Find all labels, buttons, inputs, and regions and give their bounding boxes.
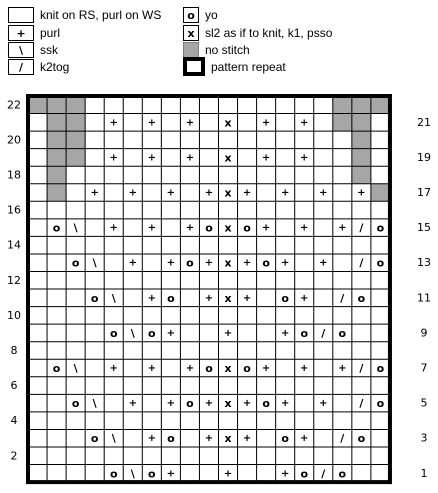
chart-cell-symbol: +: [185, 363, 195, 375]
legend-label-purl: purl: [40, 26, 61, 40]
chart-cell-symbol: \: [130, 467, 135, 481]
chart-cell-symbol: o: [148, 467, 156, 481]
chart-cell-symbol: o: [281, 291, 289, 305]
row-number-left: 8: [10, 343, 18, 357]
row-number-left: 6: [10, 379, 18, 393]
chart-cell-symbol: +: [128, 398, 137, 410]
no-stitch-cell: [371, 96, 390, 114]
row-number-right: 15: [417, 221, 431, 235]
chart-cell-symbol: +: [300, 117, 309, 129]
chart-cell-symbol: o: [167, 432, 175, 446]
chart-cell-symbol: +: [166, 327, 176, 339]
chart-cell-symbol: +: [147, 363, 157, 375]
chart-cell-symbol: \: [73, 221, 78, 235]
chart-cell-symbol: x: [224, 151, 232, 165]
no-stitch-cell: [333, 96, 352, 114]
chart-cell-symbol: +: [280, 257, 290, 269]
chart-cell-symbol: \: [73, 362, 78, 376]
chart-cell-symbol: +: [166, 398, 176, 410]
chart-cell-symbol: x: [224, 432, 232, 446]
chart-cell-symbol: +: [109, 152, 118, 164]
chart-cell-symbol: +: [204, 292, 214, 304]
chart-cell-symbol: +: [166, 468, 176, 480]
chart-cell-symbol: o: [205, 221, 213, 235]
chart-cell-symbol: /: [340, 432, 345, 446]
chart-cell-symbol: o: [338, 467, 347, 481]
chart-cell-symbol: +: [166, 257, 176, 269]
row-number-right: 5: [420, 396, 428, 410]
chart-cell-symbol: /: [359, 362, 364, 376]
chart-cell-symbol: +: [300, 363, 309, 375]
chart-cell-symbol: x: [224, 116, 232, 130]
chart-cell-symbol: +: [338, 363, 347, 375]
chart-cell-symbol: +: [204, 187, 214, 199]
no-stitch-cell: [47, 149, 66, 167]
no-stitch-cell: [333, 114, 352, 132]
chart-cell-symbol: o: [357, 432, 366, 446]
chart-cell-symbol: +: [300, 222, 309, 234]
k2tog-symbol-icon: /: [8, 59, 34, 75]
chart-cell-symbol: x: [224, 362, 232, 376]
chart-cell-symbol: +: [147, 117, 157, 129]
chart-cell-symbol: o: [167, 291, 175, 305]
chart-cell-symbol: o: [109, 467, 118, 481]
chart-cell-symbol: +: [204, 433, 214, 445]
chart-cell-symbol: x: [224, 221, 232, 235]
chart-cell-symbol: +: [319, 398, 328, 410]
chart-cell-symbol: +: [109, 363, 118, 375]
row-number-left: 18: [7, 168, 21, 182]
chart-cell-symbol: +: [300, 292, 309, 304]
row-number-right: 7: [420, 361, 428, 375]
chart-cell-symbol: +: [261, 117, 271, 129]
row-number-right: 19: [417, 150, 431, 164]
legend-label-k2tog: k2tog: [40, 60, 70, 74]
chart-cell-symbol: o: [243, 362, 251, 376]
row-number-right: 13: [417, 256, 431, 270]
chart-cell-symbol: x: [224, 397, 232, 411]
chart-cell-symbol: +: [147, 222, 157, 234]
row-number-right: 21: [417, 115, 431, 129]
chart-cell-symbol: o: [281, 432, 289, 446]
no-stitch-cell: [352, 149, 371, 167]
chart-cell-symbol: o: [148, 326, 156, 340]
chart-cell-symbol: o: [376, 397, 385, 411]
chart-cell-symbol: +: [147, 152, 157, 164]
purl-symbol-icon: +: [8, 25, 34, 41]
no-stitch-cell: [47, 184, 66, 202]
chart-cell-symbol: x: [224, 256, 232, 270]
no-stitch-cell: [352, 131, 371, 149]
chart-cell-symbol: +: [109, 222, 118, 234]
chart-cell-symbol: +: [223, 468, 233, 480]
chart-cell-symbol: +: [242, 257, 252, 269]
chart-cell-symbol: x: [224, 291, 232, 305]
chart-cell-symbol: +: [242, 187, 252, 199]
no-stitch-cell: [66, 149, 85, 167]
row-number-right: 11: [417, 291, 431, 305]
chart-cell-symbol: o: [186, 256, 194, 270]
no-stitch-cell: [66, 114, 85, 132]
chart-cell-symbol: o: [376, 221, 385, 235]
no-stitch-cell: [352, 114, 371, 132]
chart-cell-symbol: o: [71, 397, 80, 411]
chart-cell-symbol: \: [111, 291, 116, 305]
chart-cell-symbol: o: [262, 397, 270, 411]
legend-label-repeat: pattern repeat: [211, 59, 286, 74]
legend-label-ssk: ssk: [40, 43, 58, 57]
chart-cell-symbol: +: [357, 187, 366, 199]
row-number-left: 4: [10, 414, 18, 428]
row-number-left: 16: [7, 203, 21, 217]
chart-cell-symbol: +: [300, 152, 309, 164]
chart-cell-symbol: +: [261, 152, 271, 164]
chart-cell-symbol: o: [300, 326, 309, 340]
row-number-left: 10: [7, 308, 21, 322]
chart-cell-symbol: o: [52, 221, 61, 235]
chart-cell-symbol: +: [242, 433, 252, 445]
row-number-right: 3: [420, 431, 428, 445]
no-stitch-cell: [47, 166, 66, 184]
chart-cell-symbol: o: [90, 291, 99, 305]
row-number-left: 2: [10, 449, 18, 463]
chart-cell-symbol: o: [90, 432, 99, 446]
row-number-left: 12: [7, 273, 21, 287]
chart-cell-symbol: +: [204, 398, 214, 410]
no-stitch-cell: [47, 114, 66, 132]
row-number-right: 17: [417, 186, 431, 200]
chart-cell-symbol: x: [224, 186, 232, 200]
chart-cell-symbol: \: [130, 326, 135, 340]
chart-cell-symbol: /: [359, 221, 364, 235]
chart-cell-symbol: o: [109, 326, 118, 340]
chart-cell-symbol: /: [321, 467, 326, 481]
chart-cell-symbol: \: [111, 432, 116, 446]
no-stitch-cell: [47, 96, 66, 114]
no-stitch-cell: [66, 131, 85, 149]
chart-cell-symbol: +: [223, 327, 233, 339]
chart-cell-symbol: +: [280, 398, 290, 410]
no-stitch-cell: [28, 96, 47, 114]
chart-cell-symbol: o: [376, 362, 385, 376]
row-number-right: 1: [420, 466, 428, 480]
chart-cell-symbol: +: [185, 222, 195, 234]
row-number-left: 20: [7, 133, 21, 147]
chart-cell-symbol: +: [319, 257, 328, 269]
chart-cell-symbol: o: [71, 256, 80, 270]
chart-cell-symbol: +: [147, 292, 157, 304]
chart-cell-symbol: +: [147, 433, 157, 445]
row-number-left: 14: [7, 238, 21, 252]
chart-cell-symbol: +: [109, 117, 118, 129]
chart-cell-symbol: +: [261, 222, 271, 234]
chart-cell-symbol: +: [280, 327, 290, 339]
no-stitch-cell: [66, 96, 85, 114]
row-number-right: 9: [420, 326, 428, 340]
chart-cell-symbol: +: [319, 187, 328, 199]
legend-label-sl2: sl2 as if to knit, k1, psso: [205, 26, 333, 40]
chart-cell-symbol: +: [185, 117, 195, 129]
chart-cell-symbol: +: [128, 257, 137, 269]
no-stitch-cell: [352, 166, 371, 184]
chart-cell-symbol: +: [128, 187, 137, 199]
no-stitch-cell: [371, 184, 390, 202]
chart-cell-symbol: o: [186, 397, 194, 411]
chart-cell-symbol: +: [261, 363, 271, 375]
chart-cell-symbol: /: [359, 256, 364, 270]
chart-cell-symbol: /: [359, 397, 364, 411]
chart-cell-symbol: +: [242, 398, 252, 410]
chart-cell-symbol: \: [92, 397, 97, 411]
chart-cell-symbol: +: [280, 468, 290, 480]
chart-cell-symbol: +: [338, 222, 347, 234]
ssk-symbol-icon: \: [8, 42, 34, 58]
chart-cell-symbol: +: [166, 187, 176, 199]
no-stitch-cell: [352, 96, 371, 114]
row-number-left: 22: [7, 98, 21, 112]
chart-cell-symbol: \: [92, 256, 97, 270]
chart-cell-symbol: o: [338, 326, 347, 340]
yo-symbol-icon: o: [183, 7, 199, 23]
legend-label-nostitch: no stitch: [205, 43, 250, 57]
chart-cell-symbol: +: [90, 187, 99, 199]
chart-cell-symbol: o: [357, 291, 366, 305]
chart-cell-symbol: o: [205, 362, 213, 376]
chart-cell-symbol: +: [204, 257, 214, 269]
chart-cell-symbol: o: [52, 362, 61, 376]
chart-cell-symbol: o: [262, 256, 270, 270]
chart-cell-symbol: +: [242, 292, 252, 304]
legend-label-knit: knit on RS, purl on WS: [40, 8, 162, 22]
legend-label-yo: yo: [205, 8, 218, 22]
sl2-symbol-icon: x: [183, 25, 199, 41]
chart-cell-symbol: +: [185, 152, 195, 164]
chart-cell-symbol: /: [321, 326, 326, 340]
chart-cell-symbol: o: [243, 221, 251, 235]
chart-cell-symbol: o: [300, 467, 309, 481]
no-stitch-cell: [47, 131, 66, 149]
chart-cell-symbol: +: [300, 433, 309, 445]
chart-cell-symbol: /: [340, 291, 345, 305]
chart-cell-symbol: +: [280, 187, 290, 199]
chart-cell-symbol: o: [376, 256, 385, 270]
